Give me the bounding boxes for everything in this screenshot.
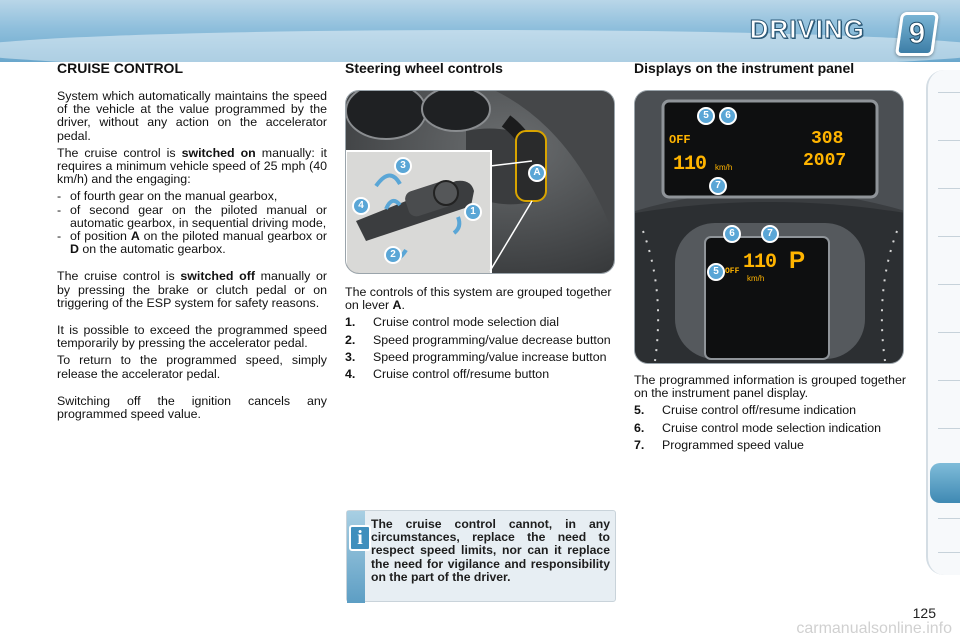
bold-term: A <box>130 229 140 244</box>
note-text: The cruise control cannot, in any circumstances, replace the need to respect speed limits, nor can it replace the need for vigilance and responsibility on the part of the driver. <box>371 517 610 584</box>
list-item <box>345 368 617 381</box>
item-text: Cruise control mode selection indication <box>662 420 882 435</box>
ignition-paragraph: Switching off the ignition cancels any programmed speed value. <box>57 393 327 422</box>
grouped-display-text: The programmed information is grouped together on the instrument panel display. <box>634 373 906 401</box>
watermark: carmanualsonline.info <box>796 620 952 637</box>
item-number: 1. <box>345 315 356 330</box>
text-span: manually or by pressing the brake or clutch pedal or on triggering of the ESP system for safety reasons. <box>57 269 328 310</box>
odometer-readout: 308 <box>811 129 844 149</box>
text-span: manually: it requires a minimum vehicle speed of 25 mph (40 km/h) and the engaging: <box>57 145 327 187</box>
item-number: 6. <box>634 420 645 435</box>
callout-marker: 7 <box>709 177 727 195</box>
tab-divider <box>938 284 960 285</box>
tab-divider <box>938 428 960 429</box>
engage-conditions-list <box>57 190 327 256</box>
callout-marker: 5 <box>697 107 715 125</box>
cruise-control-column <box>57 60 327 425</box>
programmed-speed-readout: 110 <box>743 251 777 274</box>
tab-divider <box>938 332 960 333</box>
text-span: The controls of this system are grouped together on lever <box>345 285 612 313</box>
section-heading: CRUISE CONTROL <box>57 60 183 76</box>
programmed-speed-readout: 110 <box>673 153 707 176</box>
steering-wheel-lever-photo <box>345 90 615 274</box>
callout-marker: 6 <box>719 107 737 125</box>
gearbox-mode-indicator: P <box>789 247 806 274</box>
control-list <box>345 316 617 381</box>
return-paragraph: To return to the programmed speed, simply release the accelerator pedal. <box>57 353 327 381</box>
page-number: 125 <box>912 605 936 621</box>
callout-marker: 1 <box>464 203 482 221</box>
item-number: 2. <box>345 332 356 347</box>
grouped-controls-text <box>345 286 617 312</box>
list-item <box>634 439 906 452</box>
text-span: . <box>401 298 405 313</box>
list-item <box>57 230 327 256</box>
exceed-paragraph: It is possible to exceed the programmed speed temporarily by pressing the accelerator pedal. <box>57 323 327 351</box>
chapter-header <box>0 0 960 62</box>
off-indicator: OFF <box>725 267 740 276</box>
list-item <box>345 351 617 364</box>
item-number: 3. <box>345 349 356 364</box>
active-chapter-tab[interactable] <box>930 463 960 503</box>
section-heading: Steering wheel controls <box>345 60 503 76</box>
tab-divider <box>938 140 960 141</box>
tab-divider <box>938 92 960 93</box>
chapter-number-badge <box>895 12 939 56</box>
item-text: Cruise control mode selection dial <box>373 315 559 330</box>
info-icon: i <box>349 525 371 551</box>
steering-controls-column <box>345 60 617 381</box>
tab-divider <box>938 188 960 189</box>
list-item <box>345 316 617 329</box>
text-span: on the piloted manual gearbox or <box>139 229 327 244</box>
speed-unit: km/h <box>715 163 733 172</box>
callout-marker: 5 <box>707 263 725 281</box>
item-number: 7. <box>634 437 645 452</box>
off-indicator: OFF <box>669 133 691 147</box>
item-number: 5. <box>634 403 645 418</box>
instrument-panel-photo <box>634 90 904 364</box>
list-item <box>634 404 906 417</box>
bold-term: switched on <box>181 145 256 160</box>
intro-paragraph: System which automatically maintains the speed of the vehicle at the value programmed by the driver, without any action on the accelerator pedal. <box>57 89 327 143</box>
callout-marker: A <box>528 164 546 182</box>
speed-unit: km/h <box>747 274 765 283</box>
text-span: The cruise control is <box>57 269 181 284</box>
bold-term: A <box>392 298 402 313</box>
section-heading: Displays on the instrument panel <box>634 60 855 76</box>
safety-info-note <box>346 510 616 602</box>
callout-marker: 3 <box>394 157 412 175</box>
tab-divider <box>938 518 960 519</box>
list-item <box>634 422 906 435</box>
item-text: Programmed speed value <box>662 437 804 452</box>
tab-divider <box>938 552 960 553</box>
bold-term: switched off <box>180 269 255 284</box>
tab-divider <box>938 236 960 237</box>
switched-off-paragraph <box>57 270 327 310</box>
list-item <box>345 334 617 347</box>
text-span: of position <box>70 229 131 244</box>
text-span: The cruise control is <box>57 145 182 160</box>
item-text: Cruise control off/resume indication <box>662 403 856 418</box>
tab-divider <box>938 380 960 381</box>
chapter-tabs <box>926 70 960 575</box>
text-span: on the automatic gearbox. <box>78 242 226 257</box>
callout-marker: 7 <box>761 225 779 243</box>
bold-term: D <box>70 242 79 257</box>
odometer-readout: 2007 <box>803 151 847 171</box>
callout-marker: 4 <box>352 197 370 215</box>
item-text: Cruise control off/resume button <box>373 367 550 382</box>
item-number: 4. <box>345 367 356 382</box>
instrument-panel-column <box>634 60 906 452</box>
list-item: - of second gear on the piloted manual or automatic gearbox, in sequential driving mode, <box>57 204 327 230</box>
item-text: Speed programming/value decrease button <box>373 332 611 347</box>
chapter-title: DRIVING <box>749 14 865 44</box>
switched-on-paragraph <box>57 147 327 187</box>
item-text: Speed programming/value increase button <box>373 349 607 364</box>
callout-marker: 6 <box>723 225 741 243</box>
list-item: - of fourth gear on the manual gearbox, <box>57 190 327 203</box>
callout-marker: 2 <box>384 246 402 264</box>
chapter-number: 9 <box>908 17 926 50</box>
display-list <box>634 404 906 452</box>
